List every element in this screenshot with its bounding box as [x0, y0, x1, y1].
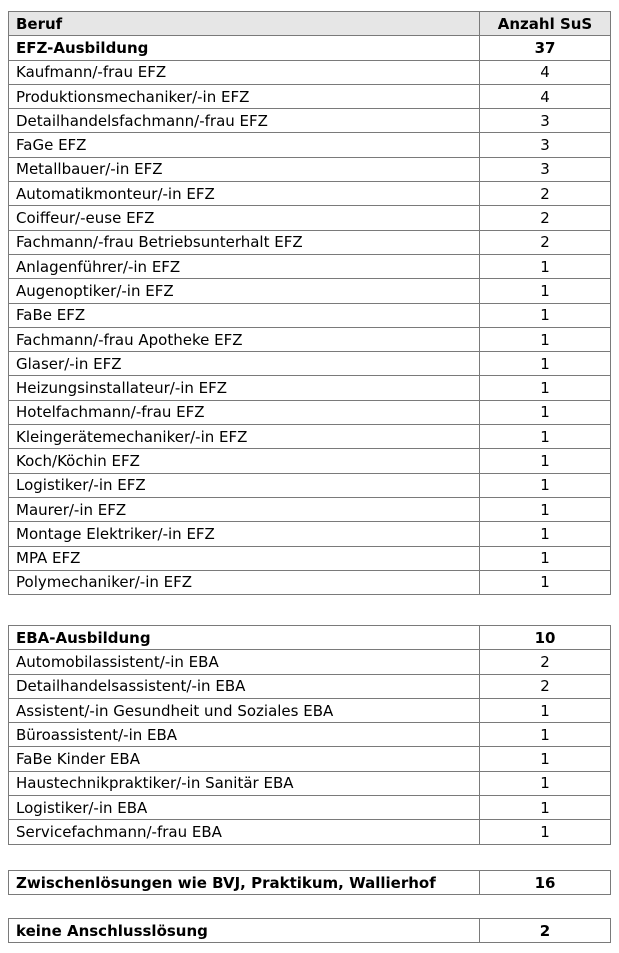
anzahl-cell: 1	[480, 698, 611, 722]
table-row	[9, 674, 611, 698]
beruf-cell: Servicefachmann/-frau EBA	[9, 820, 480, 844]
anzahl-cell: 1	[480, 449, 611, 473]
table-row	[9, 327, 611, 351]
anzahl-cell: 2	[480, 230, 611, 254]
anzahl-cell: 1	[480, 376, 611, 400]
anzahl-cell: 1	[480, 546, 611, 570]
beruf-cell: Automobilassistent/-in EBA	[9, 650, 480, 674]
table-row	[9, 771, 611, 795]
table-row	[9, 376, 611, 400]
anzahl-cell: 2	[480, 182, 611, 206]
anzahl-cell: 1	[480, 570, 611, 594]
anzahl-cell: 1	[480, 747, 611, 771]
table-row	[9, 698, 611, 722]
anzahl-cell: 3	[480, 133, 611, 157]
table-row	[9, 352, 611, 376]
zwischen-count: 16	[480, 871, 611, 895]
anzahl-cell: 1	[480, 497, 611, 521]
beruf-cell: Kaufmann/-frau EFZ	[9, 60, 480, 84]
anzahl-cell: 4	[480, 84, 611, 108]
keine-count: 2	[480, 919, 611, 943]
anzahl-cell: 1	[480, 723, 611, 747]
beruf-cell: Automatikmonteur/-in EFZ	[9, 182, 480, 206]
table-row	[9, 820, 611, 844]
zwischen-label: Zwischenlösungen wie BVJ, Praktikum, Wallierhof	[9, 871, 480, 895]
keine-row	[9, 919, 611, 943]
anzahl-cell: 1	[480, 327, 611, 351]
beruf-cell: Büroassistent/-in EBA	[9, 723, 480, 747]
anzahl-cell: 1	[480, 254, 611, 278]
anzahl-cell: 1	[480, 400, 611, 424]
anzahl-cell: 2	[480, 650, 611, 674]
anzahl-cell: 1	[480, 522, 611, 546]
table-row	[9, 546, 611, 570]
keine-label: keine Anschlusslösung	[9, 919, 480, 943]
header-anzahl: Anzahl SuS	[480, 12, 611, 36]
zwischen-table	[8, 870, 611, 895]
beruf-cell: FaBe EFZ	[9, 303, 480, 327]
beruf-cell: Augenoptiker/-in EFZ	[9, 279, 480, 303]
beruf-cell: Logistiker/-in EFZ	[9, 473, 480, 497]
beruf-cell: Kleingerätemechaniker/-in EFZ	[9, 425, 480, 449]
table-row	[9, 84, 611, 108]
table-row	[9, 650, 611, 674]
zwischen-row	[9, 871, 611, 895]
table-row	[9, 570, 611, 594]
anzahl-cell: 3	[480, 109, 611, 133]
header-beruf: Beruf	[9, 12, 480, 36]
table-row	[9, 449, 611, 473]
table-row	[9, 747, 611, 771]
table-row	[9, 473, 611, 497]
anzahl-cell: 2	[480, 206, 611, 230]
efz-total-row	[9, 36, 611, 60]
keine-table	[8, 918, 611, 943]
header-row	[9, 12, 611, 36]
anzahl-cell: 1	[480, 820, 611, 844]
table-row	[9, 279, 611, 303]
table-row	[9, 497, 611, 521]
beruf-cell: Heizungsinstallateur/-in EFZ	[9, 376, 480, 400]
anzahl-cell: 1	[480, 279, 611, 303]
beruf-cell: FaBe Kinder EBA	[9, 747, 480, 771]
beruf-cell: Detailhandelsfachmann/-frau EFZ	[9, 109, 480, 133]
table-row	[9, 157, 611, 181]
table-row	[9, 206, 611, 230]
beruf-cell: Koch/Köchin EFZ	[9, 449, 480, 473]
beruf-cell: Coiffeur/-euse EFZ	[9, 206, 480, 230]
table-row	[9, 182, 611, 206]
table-row	[9, 254, 611, 278]
beruf-cell: Hotelfachmann/-frau EFZ	[9, 400, 480, 424]
table-row	[9, 522, 611, 546]
eba-title: EBA-Ausbildung	[9, 626, 480, 650]
beruf-cell: Polymechaniker/-in EFZ	[9, 570, 480, 594]
eba-total: 10	[480, 626, 611, 650]
table-row	[9, 400, 611, 424]
efz-table	[8, 11, 611, 595]
beruf-cell: Produktionsmechaniker/-in EFZ	[9, 84, 480, 108]
table-row	[9, 230, 611, 254]
eba-total-row	[9, 626, 611, 650]
beruf-cell: Maurer/-in EFZ	[9, 497, 480, 521]
beruf-cell: Haustechnikpraktiker/-in Sanitär EBA	[9, 771, 480, 795]
beruf-cell: Fachmann/-frau Apotheke EFZ	[9, 327, 480, 351]
anzahl-cell: 4	[480, 60, 611, 84]
beruf-cell: Montage Elektriker/-in EFZ	[9, 522, 480, 546]
efz-total: 37	[480, 36, 611, 60]
beruf-cell: MPA EFZ	[9, 546, 480, 570]
beruf-cell: Detailhandelsassistent/-in EBA	[9, 674, 480, 698]
beruf-cell: Anlagenführer/-in EFZ	[9, 254, 480, 278]
anzahl-cell: 1	[480, 796, 611, 820]
table-row	[9, 425, 611, 449]
table-row	[9, 723, 611, 747]
efz-title: EFZ-Ausbildung	[9, 36, 480, 60]
anzahl-cell: 3	[480, 157, 611, 181]
table-row	[9, 303, 611, 327]
anzahl-cell: 1	[480, 425, 611, 449]
table-row	[9, 109, 611, 133]
anzahl-cell: 1	[480, 473, 611, 497]
eba-table	[8, 625, 611, 845]
beruf-cell: Assistent/-in Gesundheit und Soziales EBA	[9, 698, 480, 722]
table-row	[9, 796, 611, 820]
beruf-cell: Fachmann/-frau Betriebsunterhalt EFZ	[9, 230, 480, 254]
beruf-cell: Glaser/-in EFZ	[9, 352, 480, 376]
anzahl-cell: 1	[480, 352, 611, 376]
table-row	[9, 133, 611, 157]
beruf-cell: Metallbauer/-in EFZ	[9, 157, 480, 181]
anzahl-cell: 2	[480, 674, 611, 698]
table-row	[9, 60, 611, 84]
anzahl-cell: 1	[480, 771, 611, 795]
anzahl-cell: 1	[480, 303, 611, 327]
beruf-cell: Logistiker/-in EBA	[9, 796, 480, 820]
beruf-cell: FaGe EFZ	[9, 133, 480, 157]
